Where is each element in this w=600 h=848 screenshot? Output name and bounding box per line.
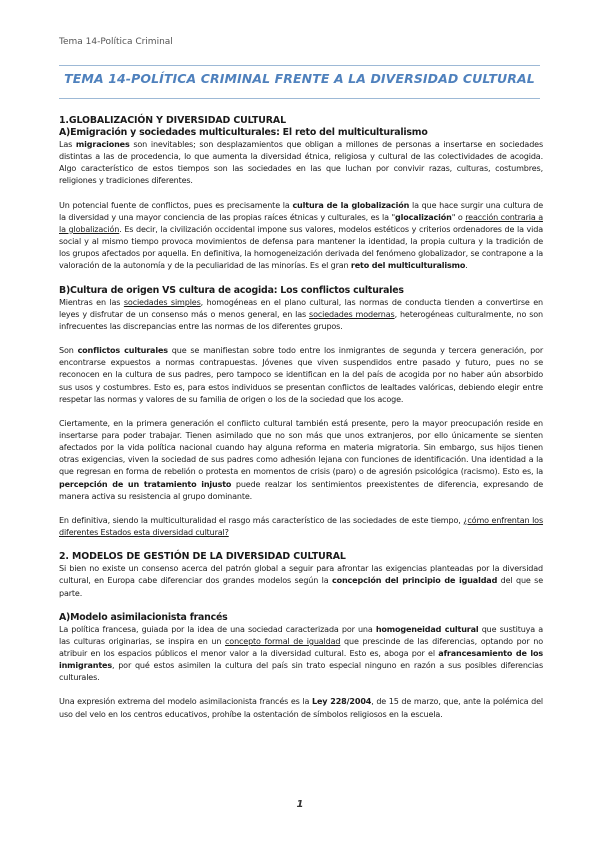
- bold-text: percepción de un tratamiento injusto: [59, 479, 232, 489]
- section-2-heading: 2. MODELOS DE GESTIÓN DE LA DIVERSIDAD CULTURAL: [59, 551, 346, 563]
- underlined-text: concepto formal de igualdad: [225, 636, 341, 646]
- paragraph: Las migraciones son inevitables; son desplazamientos que obligan a millones de personas a insertarse en sociedades distintas a las de procedencia, lo que aumenta la diversidad étnica, religiosa y cultural de las colectividades de acogida. Algo característico de estos tiempos son las sociedades en las que luchan por convivir razas, culturas, costumbres, religiones y tradiciones diferentes.: [59, 140, 543, 186]
- bold-text: cultura de la globalización: [292, 200, 410, 210]
- bold-text: migraciones: [75, 140, 130, 149]
- page-number: 1: [296, 799, 304, 810]
- running-header: Tema 14-Política Criminal: [59, 37, 173, 47]
- title-rule-bottom: [59, 98, 540, 99]
- underlined-text: ¿cómo enfrentan los diferentes Estados esta diversidad cultural?: [59, 515, 544, 538]
- paragraph: Mientras en las sociedades simples, homogéneas en el plano cultural, las normas de conducta tienden a convertirse en leyes y disfrutar de un consenso más o menos general, en las sociedades modernas, heterogéneas culturalmente, no son infrecuentes las discrepancias entre las normas de los diferentes grupos.: [59, 297, 543, 331]
- document-title: TEMA 14-POLÍTICA CRIMINAL FRENTE A LA DIVERSIDAD CULTURAL: [64, 71, 535, 86]
- bold-text: glocalización: [395, 212, 452, 222]
- bold-text: Ley 228/2004: [311, 697, 372, 707]
- bold-text: homogeneidad cultural: [375, 624, 479, 634]
- document-body: [59, 115, 543, 721]
- paragraph: Ciertamente, en la primera generación el conflicto cultural también está presente, pero la mayor preocupación reside en insertarse para poder trabajar. Tienen asimilado que no son más que unos extranjeros, por ello únicamente se sienten afectados por la vida política nacional cuando hay alguna reforma en materia migratoria. Sin embargo, sus hijos tienen otras exigencias, viven la sociedad de sus padres como adhesión lejana con funciones de identificación. Una identidad a la que regresan en forma de rebelión o protesta en momentos de crisis (paro) o de agresión psicológica (racismo). Esto es, la percepción de un tratamiento injusto puede realzar los sentimientos preexistentes de diferencia, expresando de manera activa su resistencia al grupo dominante.: [59, 418, 543, 501]
- paragraph: Una expresión extrema del modelo asimilacionista francés es la Ley 228/2004, de 15 de marzo, que, ante la polémica del uso del velo en los centros educativos, prohíbe la ostentación de símbolos religiosos en la escuela.: [59, 697, 544, 719]
- bold-text: conflictos culturales: [77, 346, 168, 356]
- section-1-heading: 1.GLOBALIZACIÓN Y DIVERSIDAD CULTURAL: [59, 115, 286, 126]
- section-1a-heading: A)Emigración y sociedades multiculturales: El reto del multiculturalismo: [59, 127, 428, 138]
- paragraph: Son conflictos culturales que se manifiestan sobre todo entre los inmigrantes de segunda y tercera generación, por encontrarse expuestos a normas contrapuestas. Jóvenes que viven suspendidos entre pasado y futuro, pues no se reconocen en la cultura de sus padres, pero tampoco se identifican en la del país de acogida por no haber aún absorbido sus usos y costumbres. Esto es, para estos individuos se presentan conflictos de lealtades valóricas, debiendo elegir entre respetar las normas y valores de su familia de origen o los de la sociedad que los acoge.: [59, 346, 543, 404]
- paragraph: La política francesa, guiada por la idea de una sociedad caracterizada por una homogeneidad cultural que sustituya a las culturas originarias, se inspira en un concepto formal de igualdad que prescinde de las diferencias, optando por no atribuir en los espacios públicos el menor valor a la diversidad cultural. Esto es, aboga por el afrancesamiento de los inmigrantes, por qué estos asimilen la cultura del país sin trato especial ninguno en razón a sus posibles diferencias culturales.: [59, 624, 544, 683]
- underlined-text: sociedades modernas: [309, 309, 395, 319]
- section-1b-heading: B)Cultura de origen VS cultura de acogida: Los conflictos culturales: [59, 284, 404, 296]
- section-2a-heading: A)Modelo asimilacionista francés: [59, 611, 228, 623]
- bold-text: concepción del principio de igualdad: [331, 576, 498, 586]
- bold-text: reto del multiculturalismo: [350, 261, 466, 271]
- bold-text: afrancesamiento de los inmigrantes: [59, 649, 544, 671]
- underlined-text: sociedades simples: [123, 297, 201, 307]
- paragraph: En definitiva, siendo la multiculturalidad el rasgo más característico de las sociedades de este tiempo, ¿cómo enfrentan los diferentes Estados esta diversidad cultural?: [59, 515, 544, 538]
- underlined-text: reacción contraria a la globalización: [59, 212, 543, 234]
- title-rule-top: [59, 65, 540, 66]
- paragraph: Un potencial fuente de conflictos, pues es precisamente la cultura de la globalización la que hace surgir una cultura de la diversidad y una mayor conciencia de las propias raíces étnicas y culturales, es la "glocalización" o reacción contraria a la globalización. Es decir, la civilización occidental impone sus valores, modelos estéticos y criterios ordenadores de la vida social y al mismo tiempo provoca movimientos de defensa para mantener la identidad, la propia cultura y la tradición de los grupos afectados por aquella. En definitiva, la homogeneización derivada del fenómeno globalizador, se contrapone a la valoración de la autonomía y de la peculiaridad de las minorías. Es el gran reto del multiculturalismo.: [59, 200, 543, 271]
- paragraph: Si bien no existe un consenso acerca del patrón global a seguir para afrontar las exigencias planteadas por la diversidad cultural, en Europa cabe diferenciar dos grandes modelos según la concepción del principio de igualdad del que se parte.: [59, 564, 543, 598]
